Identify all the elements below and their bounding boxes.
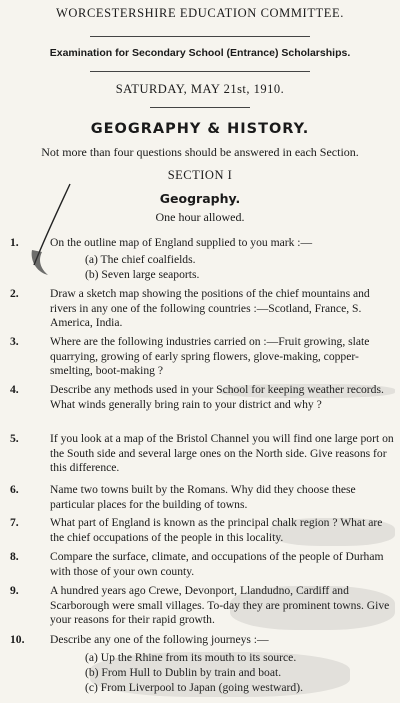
question-text: If you look at a map of the Bristol Channel you will find one large port on the South side and several large ones on the North side. Give reasons for this difference. bbox=[50, 432, 394, 475]
subsection-title: Geography. bbox=[159, 191, 241, 206]
question-text: Describe any methods used in your School for keeping weather records. What winds generally bring rain to your district and why ? bbox=[50, 383, 384, 411]
question-2 bbox=[10, 287, 398, 331]
question-part: (a) Up the Rhine from its mouth to its source. bbox=[85, 651, 297, 664]
question-number: 9. bbox=[10, 584, 19, 597]
question-text: A hundred years ago Crewe, Devonport, Llandudno, Cardiff and Scarborough were small villages. To-day they are prominent towns. Give your reasons for their rapid growth. bbox=[50, 584, 390, 627]
question-number: 7. bbox=[10, 516, 19, 529]
instructions: Not more than four questions should be answered in each Section. bbox=[41, 145, 359, 159]
question-number: 10. bbox=[10, 633, 25, 646]
question-part: (b) Seven large seaports. bbox=[85, 268, 200, 281]
question-text: On the outline map of England supplied to you mark :— bbox=[50, 236, 313, 249]
question-number: 6. bbox=[10, 483, 19, 496]
question-text: Name two towns built by the Romans. Why did they choose these particular places for the building of towns. bbox=[50, 483, 356, 511]
pen-mark-icon bbox=[18, 180, 78, 280]
question-text: Draw a sketch map showing the positions of the chief mountains and rivers in any one of the following countries :—Scotland, France, S. America, India. bbox=[50, 287, 370, 330]
question-part: (a) The chief coalfields. bbox=[85, 253, 196, 266]
question-text: Where are the following industries carried on :—Fruit growing, slate quarrying, growing of early spring flowers, glove-making, copper-smelting, boot-making ? bbox=[50, 335, 370, 378]
section-title: SECTION I bbox=[167, 168, 233, 182]
time-allowed: One hour allowed. bbox=[155, 210, 245, 224]
question-text: Compare the surface, climate, and occupations of the people of Durham with those of your own county. bbox=[50, 550, 384, 578]
divider bbox=[90, 71, 310, 72]
question-part: (c) From Liverpool to Japan (going westward). bbox=[85, 681, 303, 694]
question-text: What part of England is known as the principal chalk region ? What are the chief occupations of the people in this locality. bbox=[50, 516, 383, 544]
scan-smudge bbox=[230, 586, 395, 630]
question-number: 4. bbox=[10, 383, 19, 396]
question-number: 2. bbox=[10, 287, 19, 300]
divider bbox=[90, 36, 310, 37]
question-text: Describe any one of the following journeys :— bbox=[50, 633, 269, 646]
exam-title: Examination for Secondary School (Entrance) Scholarships. bbox=[49, 47, 351, 59]
question-3 bbox=[10, 335, 398, 379]
divider bbox=[150, 107, 250, 108]
question-number: 8. bbox=[10, 550, 19, 563]
question-number: 5. bbox=[10, 432, 19, 445]
scan-smudge bbox=[220, 384, 395, 398]
scan-smudge bbox=[270, 518, 395, 546]
question-10 bbox=[10, 633, 398, 648]
scan-smudge bbox=[90, 652, 350, 697]
question-number: 1. bbox=[10, 236, 19, 249]
question-5 bbox=[10, 432, 398, 476]
question-part: (b) From Hull to Dublin by train and boat. bbox=[85, 666, 282, 679]
question-6 bbox=[10, 483, 398, 512]
exam-date: SATURDAY, MAY 21st, 1910. bbox=[115, 82, 285, 96]
committee-heading: WORCESTERSHIRE EDUCATION COMMITTEE. bbox=[55, 6, 344, 20]
subject-title: GEOGRAPHY & HISTORY. bbox=[90, 121, 310, 137]
question-number: 3. bbox=[10, 335, 19, 348]
question-8 bbox=[10, 550, 398, 579]
